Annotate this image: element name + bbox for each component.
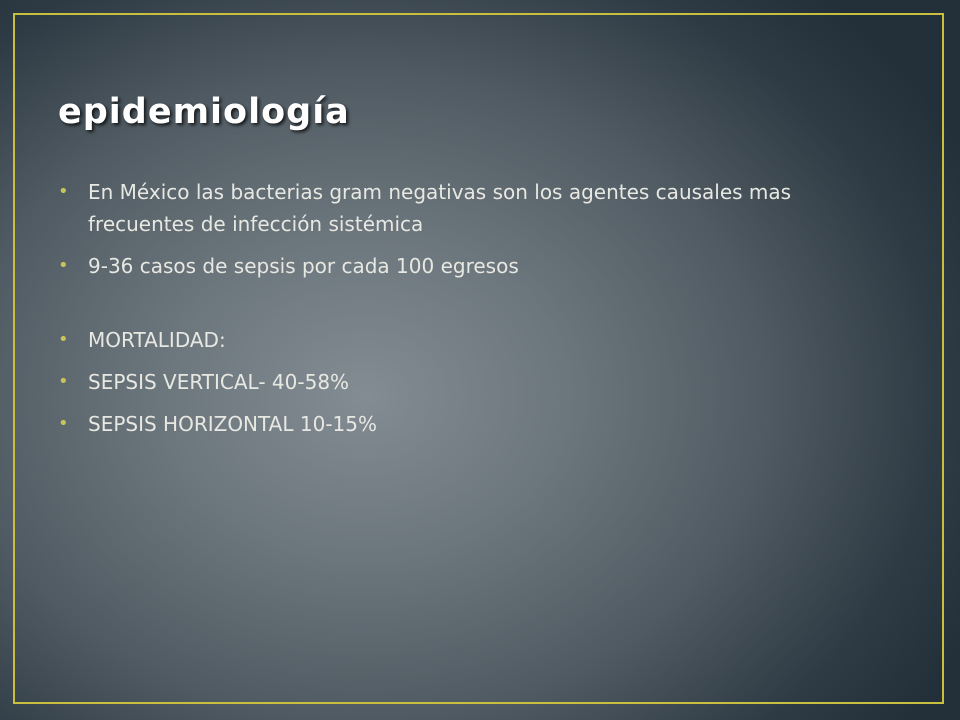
bullet-text: En México las bacterias gram negativas son los agentes causales mas frecuentes de infección sistémica	[88, 180, 792, 236]
bullet-text: SEPSIS HORIZONTAL 10-15%	[88, 412, 377, 436]
bullet-item	[58, 366, 878, 398]
bullet-item	[58, 250, 878, 282]
bullet-text: MORTALIDAD:	[88, 328, 226, 352]
bullet-dot-icon: •	[58, 255, 69, 276]
bullet-item	[58, 176, 878, 240]
bullet-dot-icon: •	[58, 329, 69, 350]
bullet-item	[58, 408, 878, 440]
bullet-dot-icon: •	[58, 371, 69, 392]
bullet-text: 9-36 casos de sepsis por cada 100 egresos	[88, 254, 519, 278]
bullet-list	[58, 176, 878, 450]
slide-title: epidemiología	[58, 92, 350, 132]
bullet-text: SEPSIS VERTICAL- 40-58%	[88, 370, 350, 394]
bullet-dot-icon: •	[58, 181, 69, 202]
bullet-item	[58, 324, 878, 356]
bullet-dot-icon: •	[58, 413, 69, 434]
